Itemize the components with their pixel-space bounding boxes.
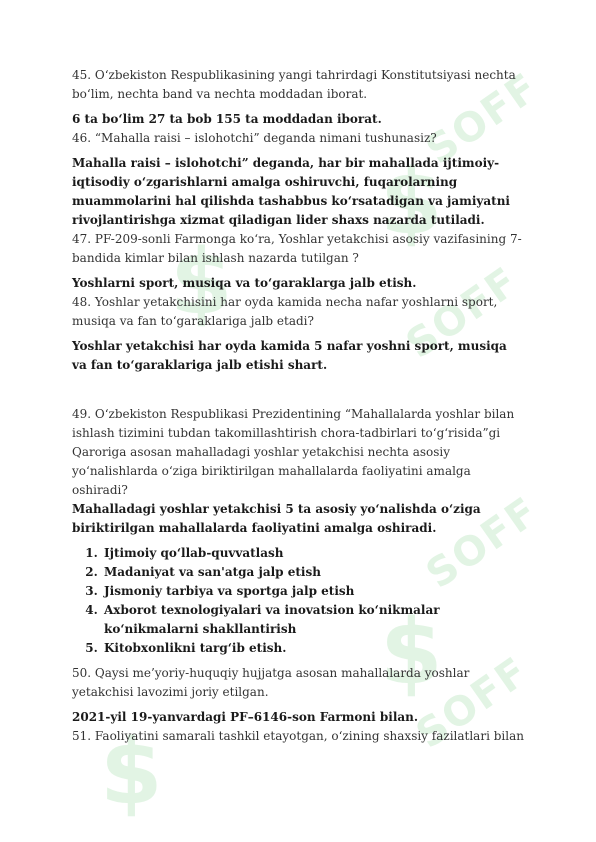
question-46: 46. “Mahalla raisi – islohotchi” deganda nimani tushunasiz?: [72, 131, 437, 145]
question-48: 48. Yoshlar yetakchisini har oyda kamida necha nafar yoshlarni sport, musiqa va fan to‘garaklariga jalb etadi?: [72, 295, 498, 328]
answer-49: Mahalladagi yoshlar yetakchisi 5 ta asosiy yo‘nalishda o‘ziga biriktirilgan mahallalarda faoliyatini amalga oshiradi.: [72, 502, 481, 535]
question-45: 45. O‘zbekiston Respublikasining yangi tahrirdagi Konstitutsiyasi nechta bo‘lim, nechta band va nechta moddadan iborat.: [72, 68, 516, 101]
watermark-glyph: $: [380, 150, 443, 255]
question-50: 50. Qaysi me’yoriy-huquqiy hujjatga asosan mahallalarda yoshlar yetakchisi lavozimi joriy etilgan.: [72, 666, 470, 699]
answer-50: 2021-yil 19-yanvardagi PF–6146-son Farmoni bilan.: [72, 710, 419, 724]
list-item: 2. Madaniyat va san'atga jalp etish: [102, 563, 524, 582]
document-page: [72, 66, 524, 746]
question-49: 49. O‘zbekiston Respublikasi Prezidentining “Mahallalarda yoshlar bilan ishlash tizimini tubdan takomillashtirish chora-tadbirlari to‘g‘risida”gi Qaroriga asosan mahalladagi yoshlar yetakchisi nechta asosiy yo‘nalishlarda o‘ziga biriktirilgan mahallalarda faoliyatini amalga oshiradi?: [72, 407, 515, 497]
list-item: 3. Jismoniy tarbiya va sportga jalp etish: [102, 582, 524, 601]
watermark-glyph: $: [100, 720, 163, 825]
answer-46: Mahalla raisi – islohotchi” deganda, har bir mahallada ijtimoiy-iqtisodiy o‘zgarishlarni amalga oshiruvchi, fuqarolarning muammolarini hal qilishda tashabbus ko‘rsatadigan va jamiyatni rivojlantirishga xizmat qiladigan lider shaxs nazarda tutiladi.: [72, 156, 510, 227]
answer-47: Yoshlarni sport, musiqa va to‘garaklarga jalb etish.: [72, 276, 417, 290]
watermark-text: SOFF: [418, 64, 548, 174]
answer-48: Yoshlar yetakchisi har oyda kamida 5 nafar yoshni sport, musiqa va fan to‘garaklariga jalb etishi shart.: [72, 339, 507, 372]
direction-list: [72, 544, 524, 658]
watermark-text: SOFF: [398, 258, 528, 368]
watermark-text: SOFF: [408, 648, 538, 758]
watermark-glyph: $: [380, 600, 443, 705]
list-item: 5. Kitobxonlikni targ‘ib etish.: [102, 639, 524, 658]
watermark-text: SOFF: [418, 488, 548, 598]
answer-45: 6 ta bo‘lim 27 ta bob 155 ta moddadan iborat.: [72, 112, 382, 126]
watermark-glyph: $: [170, 230, 233, 335]
list-item: 1. Ijtimoiy qo‘llab-quvvatlash: [102, 544, 524, 563]
list-item: 4. Axborot texnologiyalari va inovatsion ko‘nikmalar ko‘nikmalarni shakllantirish: [102, 601, 524, 639]
question-51: 51. Faoliyatini samarali tashkil etayotgan, o‘zining shaxsiy fazilatlari bilan: [72, 729, 524, 743]
question-47: 47. PF-209-sonli Farmonga ko‘ra, Yoshlar yetakchisi asosiy vazifasining 7-bandida kimlar bilan ishlash nazarda tutilgan ?: [72, 232, 522, 265]
